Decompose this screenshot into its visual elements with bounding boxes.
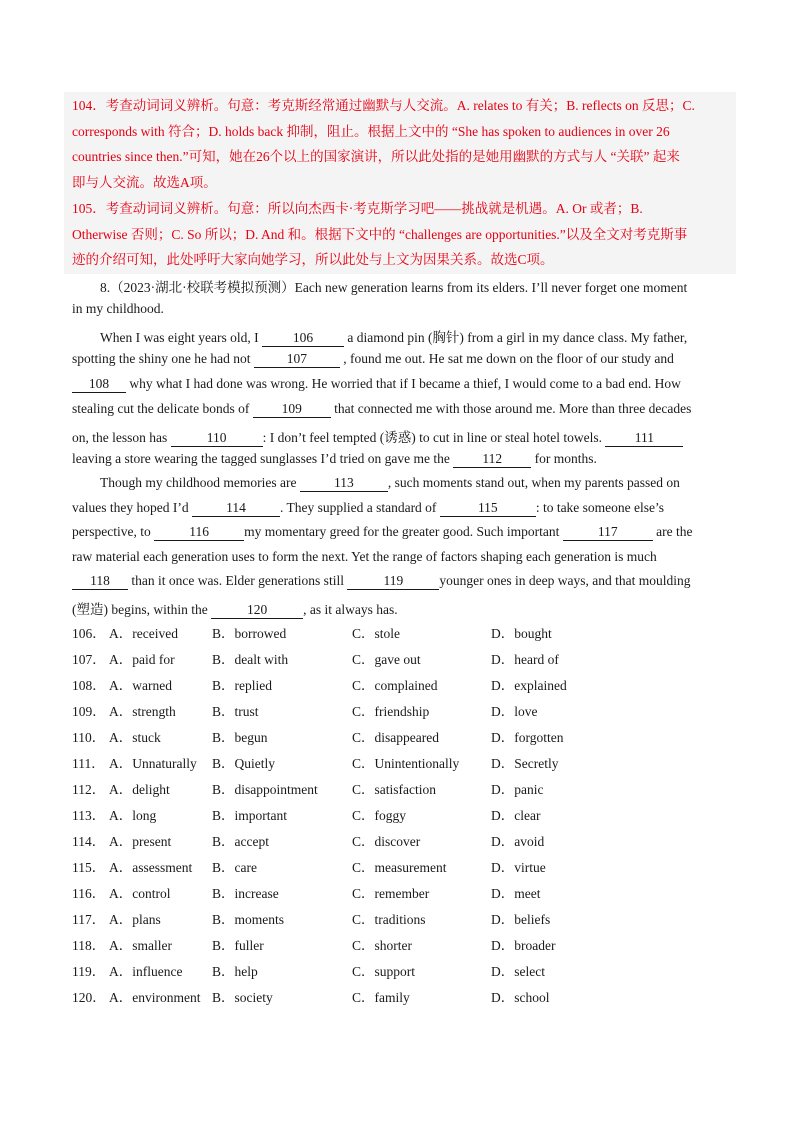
option-a: A．stuck — [109, 730, 161, 745]
option-a: A．assessment — [109, 860, 193, 875]
answer-line: 104．考查动词词义辨析。句意：考克斯经常通过幽默与人交流。A. relates to 有关；B. reflects on 反思；C. — [72, 98, 695, 113]
option-a: A．delight — [109, 782, 170, 797]
option-d: D．heard of — [491, 652, 559, 667]
option-a: A．smaller — [109, 938, 172, 953]
option-c: C．Unintentionally — [352, 756, 460, 771]
answer-line: corresponds with 符合；D. holds back 抑制，阻止。根据上文中的 “She has spoken to audiences in over 26 — [72, 123, 670, 139]
passage-text: , as it always has. — [303, 602, 398, 617]
answer-line: 105．考查动词词义辨析。句意：所以向杰西卡·考克斯学习吧——挑战就是机遇。A. Or 或者；B. — [72, 201, 643, 216]
answer-line: countries since then.”可知，她在26个以上的国家演讲，所以此处指的是她用幽默的方式与人 “关联” 起来 — [72, 149, 680, 165]
header-text: 8.（2023·湖北·校联考模拟预测）Each new generation learns from its elders. I’ll never forget one moment — [100, 280, 688, 295]
option-a: A．warned — [109, 678, 172, 693]
option-row-114 — [72, 830, 732, 850]
option-c: C．measurement — [352, 860, 447, 875]
option-c: C．discover — [352, 834, 421, 849]
option-row-119 — [72, 960, 732, 980]
option-c: C．support — [352, 964, 416, 979]
passage-line — [100, 326, 756, 347]
blank-120: 120 — [211, 602, 303, 619]
question-number: 116． — [72, 886, 106, 901]
passage-text: raw material each generation uses to form the next. Yet the range of factors shaping each generation is much — [72, 549, 657, 564]
passage-line — [72, 524, 728, 541]
passage-line — [72, 376, 728, 393]
blank-108: 108 — [72, 376, 126, 393]
passage-text: , found me out. He sat me down on the floor of our study and — [339, 351, 674, 366]
option-a: A．received — [109, 626, 178, 641]
passage-line — [72, 549, 728, 565]
option-c: C．foggy — [352, 808, 406, 823]
option-d: D．school — [491, 990, 550, 1005]
passage-line — [100, 475, 756, 492]
question-number: 110． — [72, 730, 106, 745]
question-header-cont — [72, 301, 728, 317]
passage-line — [72, 426, 728, 447]
option-b: B．Quietly — [212, 756, 275, 771]
option-row-110 — [72, 726, 732, 746]
passage-text: spotting the shiny one he had not — [72, 351, 254, 366]
question-number: 119． — [72, 964, 106, 979]
blank-107: 107 — [254, 351, 340, 368]
option-b: B．begun — [212, 730, 268, 745]
option-b: B．important — [212, 808, 287, 823]
passage-text: than it once was. Elder generations still — [128, 573, 348, 588]
option-b: B．dealt with — [212, 652, 289, 667]
option-c: C．stole — [352, 626, 401, 641]
option-row-107 — [72, 648, 732, 668]
blank-115: 115 — [440, 500, 536, 517]
option-c: C．satisfaction — [352, 782, 436, 797]
blank-114: 114 — [192, 500, 280, 517]
passage-text: , such moments stand out, when my parents passed on — [387, 475, 680, 490]
option-c: C．friendship — [352, 704, 430, 719]
option-a: A．long — [109, 808, 157, 823]
option-b: B．disappointment — [212, 782, 318, 797]
blank-110: 110 — [171, 430, 263, 447]
passage-line — [72, 573, 728, 590]
blank-112: 112 — [453, 451, 531, 468]
passage-line — [72, 500, 728, 517]
passage-text: : to take someone else’s — [535, 500, 665, 515]
option-a: A．strength — [109, 704, 176, 719]
option-a: A．control — [109, 886, 171, 901]
question-number: 111． — [72, 756, 105, 771]
option-d: D．bought — [491, 626, 552, 641]
option-a: A．influence — [109, 964, 183, 979]
blank-109: 109 — [253, 401, 331, 418]
option-row-116 — [72, 882, 732, 902]
passage-text: (塑造) begins, within the — [72, 602, 212, 617]
blank-119: 119 — [347, 573, 439, 590]
option-row-111 — [72, 752, 732, 772]
question-number: 114． — [72, 834, 106, 849]
option-c: C．gave out — [352, 652, 421, 667]
option-c: C．traditions — [352, 912, 426, 927]
option-d: D．love — [491, 704, 538, 719]
passage-text: younger ones in deep ways, and that moulding — [439, 573, 691, 588]
question-number: 107． — [72, 652, 106, 667]
answer-105 — [72, 196, 732, 273]
question-number: 108． — [72, 678, 106, 693]
passage-text: for months. — [531, 451, 597, 466]
passage-text: a diamond pin (胸针) from a girl in my dance class. My father, — [343, 330, 688, 345]
passage-text: on, the lesson has — [72, 430, 171, 445]
option-c: C．complained — [352, 678, 438, 693]
question-number: 118． — [72, 938, 106, 953]
option-row-113 — [72, 804, 732, 824]
answer-line: Otherwise 否则；C. So 所以；D. And 和。根据下文中的 “challenges are opportunities.”以及全文对考克斯事 — [72, 226, 688, 242]
option-a: A．environment — [109, 990, 201, 1005]
option-d: D．forgotten — [491, 730, 564, 745]
question-number: 106． — [72, 626, 106, 641]
option-d: D．virtue — [491, 860, 546, 875]
option-d: D．clear — [491, 808, 541, 823]
question-number: 117． — [72, 912, 106, 927]
option-row-112 — [72, 778, 732, 798]
option-b: B．society — [212, 990, 273, 1005]
option-b: B．replied — [212, 678, 272, 693]
passage-text: that connected me with those around me. More than three decades — [330, 401, 692, 416]
passage-text: perspective, to — [72, 524, 155, 539]
option-a: A．Unnaturally — [109, 756, 197, 771]
option-a: A．paid for — [109, 652, 175, 667]
option-a: A．plans — [109, 912, 161, 927]
answer-line: 迹的介绍可知，此处呼吁大家向她学习，所以此处与上文为因果关系。故选C项。 — [72, 252, 554, 268]
answer-line: 即与人交流。故选A项。 — [72, 175, 217, 191]
blank-111: 111 — [605, 430, 683, 447]
question-number: 113． — [72, 808, 106, 823]
option-c: C．remember — [352, 886, 430, 901]
passage-line — [72, 598, 728, 619]
option-d: D．panic — [491, 782, 544, 797]
passage-line — [72, 401, 728, 418]
option-d: D．avoid — [491, 834, 545, 849]
passage-text: stealing cut the delicate bonds of — [72, 401, 253, 416]
passage-text: why what I had done was wrong. He worried that if I became a thief, I would come to a bad end. How — [126, 376, 681, 391]
question-number: 109． — [72, 704, 106, 719]
option-row-120 — [72, 986, 732, 1006]
option-c: C．family — [352, 990, 410, 1005]
question-header — [100, 276, 728, 296]
blank-117: 117 — [563, 524, 653, 541]
option-d: D．meet — [491, 886, 541, 901]
passage-line — [72, 451, 728, 468]
option-b: B．increase — [212, 886, 279, 901]
option-d: D．Secretly — [491, 756, 559, 771]
passage-line — [72, 351, 728, 368]
option-b: B．care — [212, 860, 257, 875]
option-d: D．explained — [491, 678, 567, 693]
blank-113: 113 — [300, 475, 388, 492]
passage-text: my momentary greed for the greater good. Such important — [244, 524, 563, 539]
option-d: D．select — [491, 964, 545, 979]
option-b: B．fuller — [212, 938, 264, 953]
option-row-106 — [72, 622, 732, 642]
answer-104 — [72, 93, 732, 196]
option-d: D．beliefs — [491, 912, 551, 927]
option-c: C．shorter — [352, 938, 412, 953]
passage-text: . They supplied a standard of — [279, 500, 440, 515]
passage-text: : I don’t feel tempted (诱惑) to cut in line or steal hotel towels. — [262, 430, 606, 445]
question-number: 112． — [72, 782, 106, 797]
option-row-109 — [72, 700, 732, 720]
option-b: B．trust — [212, 704, 259, 719]
blank-116: 116 — [154, 524, 244, 541]
option-row-118 — [72, 934, 732, 954]
passage-text: When I was eight years old, I — [100, 330, 262, 345]
question-number: 120． — [72, 990, 106, 1005]
passage-text: are the — [652, 524, 693, 539]
option-b: B．moments — [212, 912, 285, 927]
option-a: A．present — [109, 834, 172, 849]
option-row-117 — [72, 908, 732, 928]
header-text: in my childhood. — [72, 301, 164, 316]
passage-text: values they hoped I’d — [72, 500, 192, 515]
option-c: C．disappeared — [352, 730, 439, 745]
passage-text: leaving a store wearing the tagged sunglasses I’d tried on gave me the — [72, 451, 454, 466]
option-row-108 — [72, 674, 732, 694]
blank-118: 118 — [72, 573, 128, 590]
option-b: B．help — [212, 964, 258, 979]
option-b: B．accept — [212, 834, 269, 849]
blank-106: 106 — [262, 330, 344, 347]
option-d: D．broader — [491, 938, 556, 953]
option-b: B．borrowed — [212, 626, 287, 641]
option-row-115 — [72, 856, 732, 876]
passage-text: Though my childhood memories are — [100, 475, 300, 490]
question-number: 115． — [72, 860, 106, 875]
